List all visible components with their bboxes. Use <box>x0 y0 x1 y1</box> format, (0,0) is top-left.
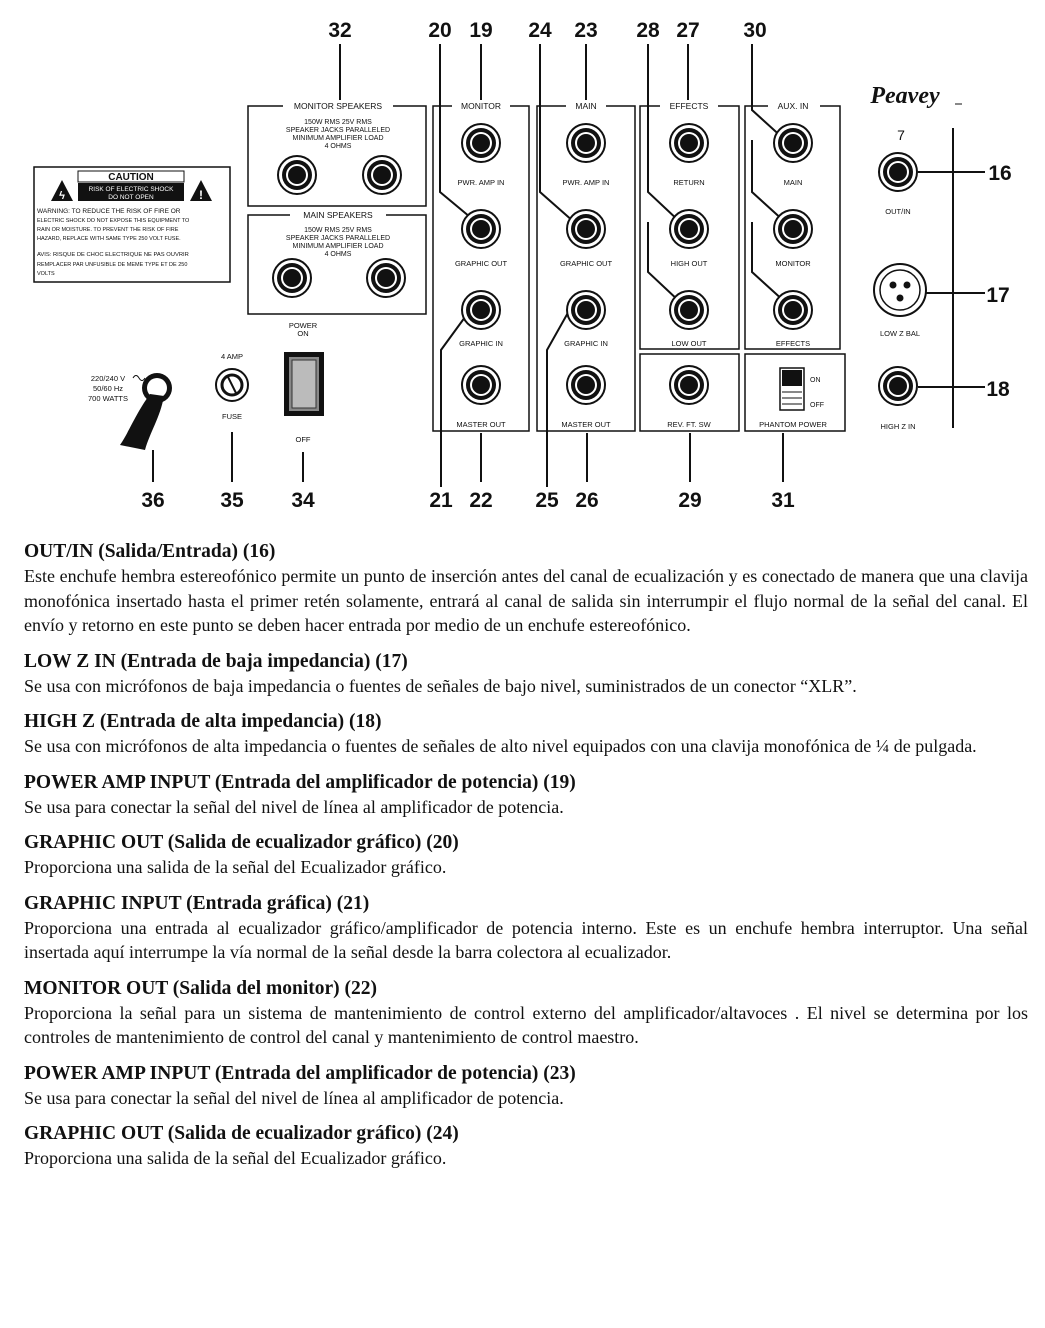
power-section <box>88 321 324 450</box>
callout-25: 25 <box>535 489 559 512</box>
main-section <box>537 100 635 431</box>
entry-out-in <box>24 540 1028 638</box>
callout-27: 27 <box>676 19 700 42</box>
descriptions <box>24 540 1028 1183</box>
entry-power-amp-input-23 <box>24 1062 1028 1111</box>
entry-high-z <box>24 710 1028 759</box>
callout-31: 31 <box>771 489 795 512</box>
svg-text:ϟ: ϟ <box>59 190 65 202</box>
warning-line-1: WARNING: TO REDUCE THE RISK OF FIRE OR <box>37 208 181 215</box>
svg-text:MINIMUM AMPLIFIER LOAD: MINIMUM AMPLIFIER LOAD <box>292 243 384 250</box>
monitor-speakers-title: MONITOR SPEAKERS <box>293 101 383 111</box>
callout-22: 22 <box>469 489 493 512</box>
entry-body: Proporciona una salida de la señal del Ecualizador gráfico. <box>24 1148 447 1168</box>
svg-text:SPEAKER JACKS PARALLELED: SPEAKER JACKS PARALLELED <box>285 235 391 242</box>
main-title: MAIN <box>575 101 597 111</box>
callout-26: 26 <box>575 489 599 512</box>
entry-title: GRAPHIC OUT (Salida de ecualizador gráfico) (24) <box>24 1123 459 1144</box>
monitor-speakers-panel <box>248 100 426 206</box>
entry-body: Se usa con micrófonos de baja impedancia o fuentes de señales de bajo nivel, suministrados de un conector “XLR”. <box>24 675 857 696</box>
svg-text:220/240 V: 220/240 V <box>90 374 126 383</box>
svg-text:MASTER OUT: MASTER OUT <box>561 420 611 429</box>
entry-title: GRAPHIC OUT (Salida de ecualizador gráfico) (20) <box>24 832 459 853</box>
rear-panel-diagram <box>0 0 1045 530</box>
rev-ft-sw-jack[interactable] <box>670 366 708 404</box>
svg-text:LOW Z BAL: LOW Z BAL <box>879 329 921 338</box>
svg-text:FUSE: FUSE <box>221 412 243 421</box>
callout-32: 32 <box>328 19 352 42</box>
aux-in-title: AUX. IN <box>777 101 809 111</box>
entry-graphic-input-21 <box>24 892 1028 965</box>
svg-text:50/60 Hz: 50/60 Hz <box>92 384 124 393</box>
effects-high-out-jack[interactable] <box>670 210 708 248</box>
monitor-section <box>433 100 529 431</box>
monitor-speaker-jack-1[interactable] <box>278 156 316 194</box>
svg-text:4 AMP: 4 AMP <box>220 352 244 361</box>
main-graphic-in-jack[interactable] <box>567 291 605 329</box>
entry-title: OUT/IN (Salida/Entrada) (16) <box>24 541 276 562</box>
out-in-jack[interactable] <box>879 153 917 191</box>
svg-text:RETURN: RETURN <box>673 178 705 187</box>
effects-section <box>640 100 739 431</box>
svg-text:150W RMS 25V RMS: 150W RMS 25V RMS <box>304 227 372 234</box>
svg-text:HIGH OUT: HIGH OUT <box>670 259 708 268</box>
callout-20: 20 <box>428 19 452 42</box>
svg-text:PWR. AMP IN: PWR. AMP IN <box>562 178 610 187</box>
avis-line-2: REMPLACER PAR UNFUSIBLE DE MEME TYPE ET DE 250 <box>37 262 188 268</box>
svg-text:REV. FT. SW: REV. FT. SW <box>667 420 711 429</box>
monitor-master-out-jack[interactable] <box>462 366 500 404</box>
caution-label <box>34 167 230 282</box>
main-speakers-title: MAIN SPEAKERS <box>303 210 373 220</box>
svg-text:POWER: POWER <box>288 321 318 330</box>
entry-body: Proporciona una salida de la señal del Ecualizador gráfico. <box>24 857 447 877</box>
entry-body: Proporciona la señal para un sistema de mantenimiento de control externo del amplificador/altavoces . El nivel se determina por los controles de mantenimiento de control del canal y mantenimiento de control maestro. <box>24 1002 1028 1047</box>
svg-text:4 OHMS: 4 OHMS <box>324 251 352 258</box>
svg-text:150W RMS 25V RMS: 150W RMS 25V RMS <box>304 119 372 126</box>
callout-29: 29 <box>678 489 702 512</box>
svg-text:GRAPHIC OUT: GRAPHIC OUT <box>559 259 613 268</box>
svg-text:ON: ON <box>297 329 309 338</box>
svg-text:MAIN: MAIN <box>783 178 803 187</box>
callout-28: 28 <box>636 19 660 42</box>
effects-low-out-jack[interactable] <box>670 291 708 329</box>
caution-title: CAUTION <box>108 172 154 183</box>
svg-text:EFFECTS: EFFECTS <box>775 339 811 348</box>
svg-text:GRAPHIC IN: GRAPHIC IN <box>459 339 503 348</box>
main-speakers-panel <box>248 209 426 314</box>
svg-text:MASTER OUT: MASTER OUT <box>456 420 506 429</box>
main-speaker-jack-1[interactable] <box>273 259 311 297</box>
input-channel-column <box>869 83 962 431</box>
svg-text:HIGH Z IN: HIGH Z IN <box>880 422 916 431</box>
monitor-pwr-amp-in-jack[interactable] <box>462 124 500 162</box>
entry-body: Este enchufe hembra estereofónico permite un punto de inserción antes del canal de ecualización y es conectado de manera que una clavija monofónica insertado hasta el primer retén solamente, entrará al canal de salida sin interrumpir el flujo normal de la señal del canal. El envío y retorno en este punto se deben hacer entrada por medio de un enchufe estereofónico. <box>24 566 1028 635</box>
entry-title: HIGH Z (Entrada de alta impedancia) (18) <box>24 711 382 732</box>
callout-24: 24 <box>528 19 552 42</box>
entry-title: POWER AMP INPUT (Entrada del amplificador de potencia) (19) <box>24 771 576 793</box>
monitor-graphic-in-jack[interactable] <box>462 291 500 329</box>
svg-text:LOW OUT: LOW OUT <box>671 339 707 348</box>
high-z-jack[interactable] <box>879 367 917 405</box>
entry-title: GRAPHIC INPUT (Entrada gráfica) (21) <box>24 892 370 914</box>
entry-title: MONITOR OUT (Salida del monitor) (22) <box>24 977 377 999</box>
callout-34: 34 <box>291 489 315 512</box>
monitor-title: MONITOR <box>461 101 501 111</box>
main-master-out-jack[interactable] <box>567 366 605 404</box>
svg-text:SPEAKER JACKS PARALLELED: SPEAKER JACKS PARALLELED <box>285 127 391 134</box>
callout-21: 21 <box>429 489 453 512</box>
avis-line-1: AVIS: RISQUE DE CHOC ELECTRIQUE NE PAS OUVRIR <box>37 252 189 258</box>
svg-text:4 OHMS: 4 OHMS <box>324 143 352 150</box>
entry-monitor-out-22 <box>24 977 1028 1050</box>
power-switch[interactable] <box>284 352 324 416</box>
entry-graphic-out-24 <box>24 1122 1028 1171</box>
aux-in-section <box>745 100 845 431</box>
aux-effects-jack[interactable] <box>774 291 812 329</box>
svg-text:!: ! <box>199 188 203 202</box>
caution-line-2: DO NOT OPEN <box>108 194 154 201</box>
entry-title: LOW Z IN (Entrada de baja impedancia) (17) <box>24 650 408 672</box>
monitor-speaker-jack-2[interactable] <box>363 156 401 194</box>
effects-return-jack[interactable] <box>670 124 708 162</box>
callout-16: 16 <box>988 162 1012 185</box>
warning-line-4: HAZARD, REPLACE WITH SAME TYPE 250 VOLT FUSE. <box>37 236 181 242</box>
svg-text:700 WATTS: 700 WATTS <box>87 394 129 403</box>
svg-text:GRAPHIC IN: GRAPHIC IN <box>564 339 608 348</box>
main-speaker-jack-2[interactable] <box>367 259 405 297</box>
entry-graphic-out-20 <box>24 831 1028 880</box>
callout-19: 19 <box>469 19 493 42</box>
caution-line-1: RISK OF ELECTRIC SHOCK <box>88 186 174 193</box>
aux-main-jack[interactable] <box>774 124 812 162</box>
entry-power-amp-input-19 <box>24 771 1028 820</box>
callout-23: 23 <box>574 19 598 42</box>
svg-text:7: 7 <box>897 127 905 143</box>
callout-35: 35 <box>220 489 244 512</box>
callout-18: 18 <box>986 378 1010 401</box>
callout-30: 30 <box>743 19 767 42</box>
entry-body: Se usa para conectar la señal del nivel de línea al amplificador de potencia. <box>24 796 564 817</box>
peavey-logo: Peavey <box>870 83 940 109</box>
entry-title: POWER AMP INPUT (Entrada del amplificador de potencia) (23) <box>24 1062 576 1084</box>
callout-36: 36 <box>141 489 165 512</box>
effects-title: EFFECTS <box>669 101 709 111</box>
warning-line-2: ELECTRIC SHOCK DO NOT EXPOSE THIS EQUIPMENT TO <box>37 218 190 224</box>
svg-text:OFF: OFF <box>810 402 824 409</box>
warning-line-3: RAIN OR MOISTURE. TO PREVENT THE RISK OF FIRE <box>37 227 179 233</box>
aux-monitor-jack[interactable] <box>774 210 812 248</box>
svg-text:GRAPHIC OUT: GRAPHIC OUT <box>454 259 508 268</box>
low-z-xlr-connector[interactable] <box>874 264 926 316</box>
svg-text:OUT/IN: OUT/IN <box>885 207 911 216</box>
main-graphic-out-jack[interactable] <box>567 210 605 248</box>
entry-body: Se usa para conectar la señal del nivel de línea al amplificador de potencia. <box>24 1087 564 1108</box>
svg-text:MINIMUM AMPLIFIER LOAD: MINIMUM AMPLIFIER LOAD <box>292 135 384 142</box>
callout-17: 17 <box>986 284 1010 307</box>
svg-text:OFF: OFF <box>295 435 311 444</box>
main-pwr-amp-in-jack[interactable] <box>567 124 605 162</box>
entry-low-z <box>24 650 1028 699</box>
svg-text:MONITOR: MONITOR <box>775 259 811 268</box>
avis-line-3: VOLTS <box>37 271 55 277</box>
svg-text:PWR. AMP IN: PWR. AMP IN <box>457 178 505 187</box>
svg-text:ON: ON <box>810 377 821 384</box>
entry-body: Se usa con micrófonos de alta impedancia o fuentes de señales de alto nivel equipados con una clavija monofónica de ¼ de pulgada. <box>24 736 977 756</box>
entry-body: Proporciona una entrada al ecualizador gráfico/amplificador de potencia interno. Este es un enchufe hembra interruptor. Una señal insertada aquí interrumpe la vía normal de la señal desde la barra colectora al ecualizador. <box>24 917 1028 962</box>
svg-text:PHANTOM POWER: PHANTOM POWER <box>759 420 827 429</box>
monitor-graphic-out-jack[interactable] <box>462 210 500 248</box>
